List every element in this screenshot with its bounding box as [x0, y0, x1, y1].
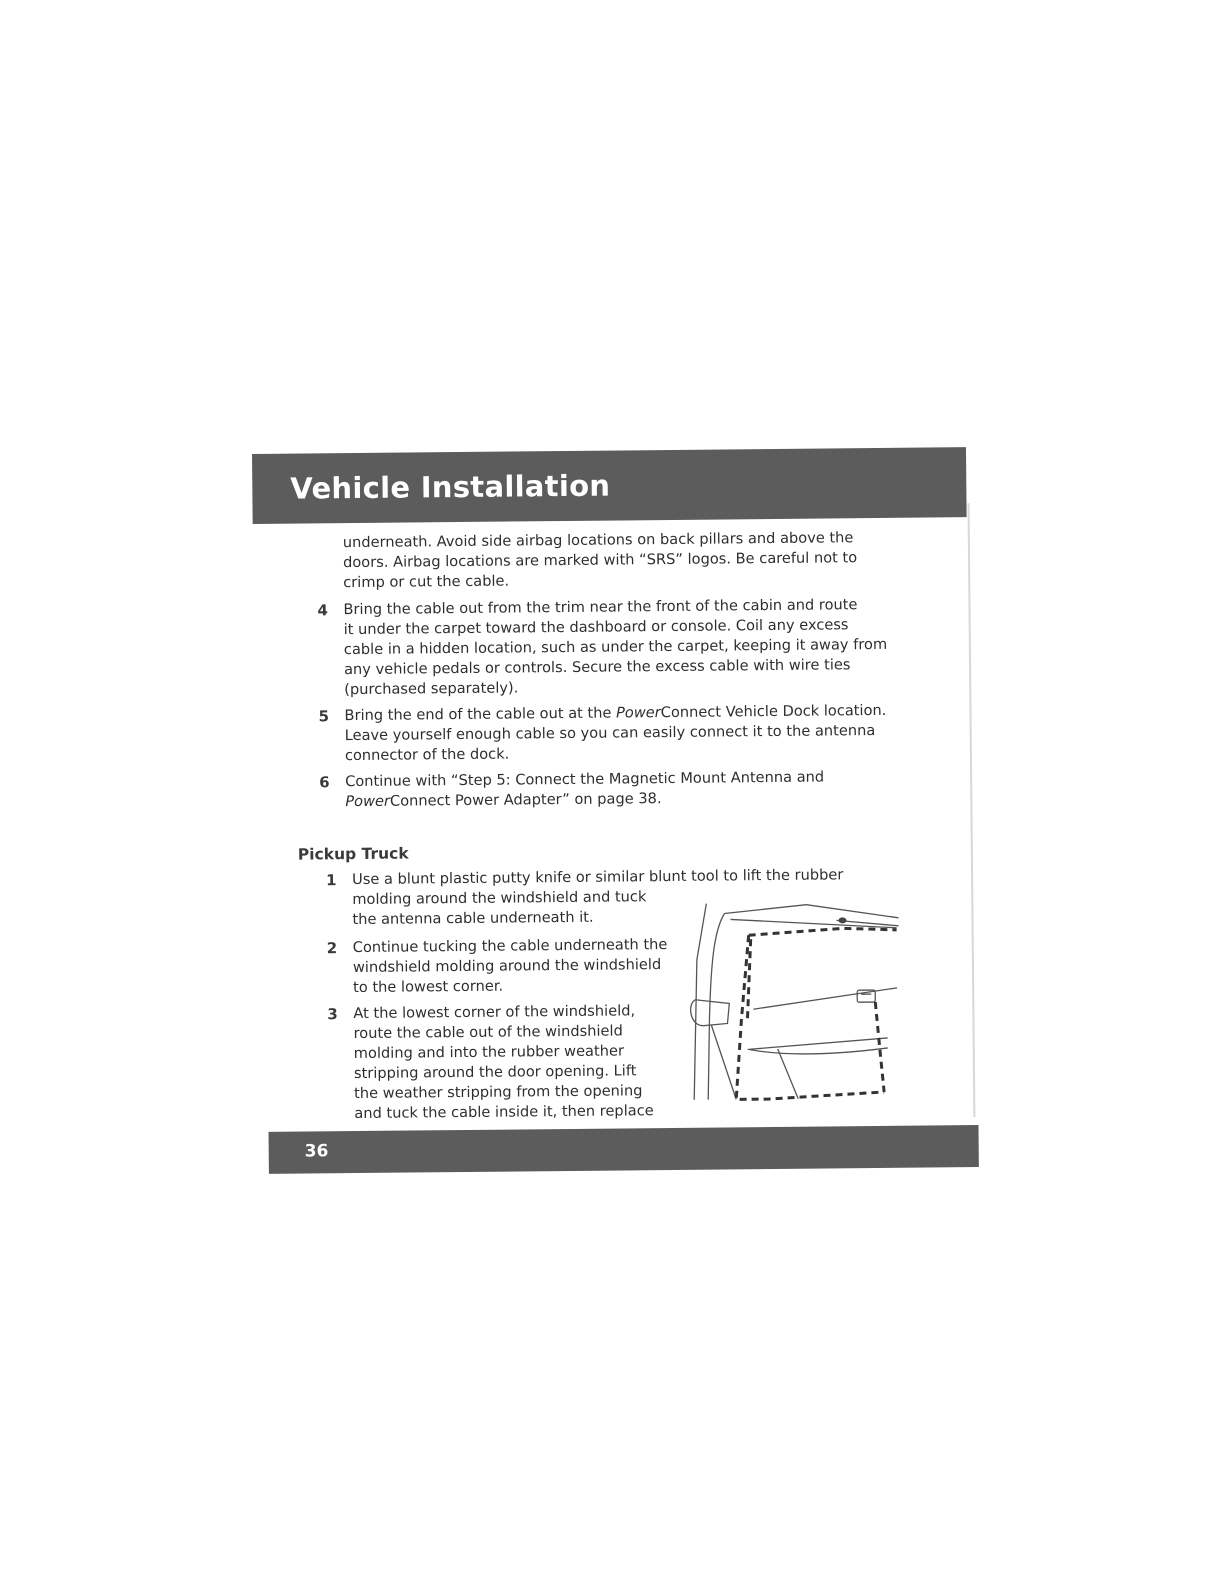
- text-line: Leave yourself enough cable so you can easily connect it to the antenna: [344, 722, 876, 745]
- brand-italic: Power: [615, 704, 661, 722]
- text-line: windshield molding around the windshield: [352, 956, 662, 977]
- step-3-text: [353, 1001, 653, 1124]
- text-line: route the cable out of the windshield: [353, 1022, 623, 1043]
- step-number: 6: [319, 773, 330, 792]
- step-number: 3: [327, 1005, 338, 1024]
- text-line: Use a blunt plastic putty knife or similar blunt tool to lift the rubber: [352, 866, 844, 889]
- text-line: to the lowest corner.: [353, 977, 504, 997]
- step-number: 1: [326, 871, 337, 890]
- text-line: Bring the cable out from the trim near the front of the cabin and route: [343, 596, 858, 619]
- text-line: underneath. Avoid side airbag locations on back pillars and above the: [342, 529, 854, 552]
- page-edge-divider: [968, 503, 976, 1117]
- step-4-text: [343, 595, 887, 700]
- intro-paragraph: [343, 528, 858, 593]
- text-line: the weather stripping from the opening: [354, 1082, 643, 1103]
- text-line: molding and into the rubber weather: [353, 1042, 624, 1063]
- text-fragment: Connect Vehicle Dock location.: [660, 701, 887, 722]
- truck-cable-routing-illustration: [686, 898, 902, 1108]
- text-line: and tuck the cable inside it, then replace: [354, 1102, 654, 1123]
- step-number: 5: [318, 707, 330, 726]
- text-fragment: Bring the end of the cable out at the: [344, 704, 617, 725]
- text-line: [345, 788, 824, 813]
- brand-italic: Power: [345, 792, 391, 811]
- text-line: molding around the windshield and tuck: [352, 888, 647, 909]
- step-number: 2: [326, 939, 338, 958]
- step-number: 4: [317, 601, 329, 620]
- text-line: crimp or cut the cable.: [343, 572, 510, 592]
- text-line: stripping around the door opening. Lift: [353, 1062, 637, 1083]
- text-line: Continue tucking the cable underneath the: [352, 936, 668, 957]
- text-line: cable in a hidden location, such as under the carpet, keeping it away from: [343, 635, 888, 659]
- text-line: the antenna cable underneath it.: [352, 908, 594, 929]
- step-2-text: [353, 935, 668, 998]
- text-fragment: Connect Power Adapter” on page 38.: [389, 790, 662, 810]
- text-line: any vehicle pedals or controls. Secure the excess cable with wire ties: [343, 656, 851, 679]
- manual-page: [252, 447, 979, 1176]
- step-5-text: [344, 701, 886, 766]
- header-bar: [252, 447, 967, 524]
- text-line: it under the carpet toward the dashboard or console. Coil any excess: [343, 616, 849, 639]
- text-line: connector of the dock.: [344, 745, 510, 765]
- text-line: At the lowest corner of the windshield,: [353, 1002, 636, 1023]
- page-title: Vehicle Installation: [290, 468, 611, 506]
- step-6-text: [345, 768, 824, 813]
- section-subheading: Pickup Truck: [297, 844, 409, 864]
- text-line: doors. Airbag locations are marked with “SRS” logos. Be careful not to: [342, 549, 858, 572]
- page-number: 36: [304, 1141, 329, 1162]
- text-line: Continue with “Step 5: Connect the Magnetic Mount Antenna and: [345, 768, 825, 791]
- footer-bar: [269, 1125, 979, 1174]
- text-line: (purchased separately).: [344, 679, 519, 699]
